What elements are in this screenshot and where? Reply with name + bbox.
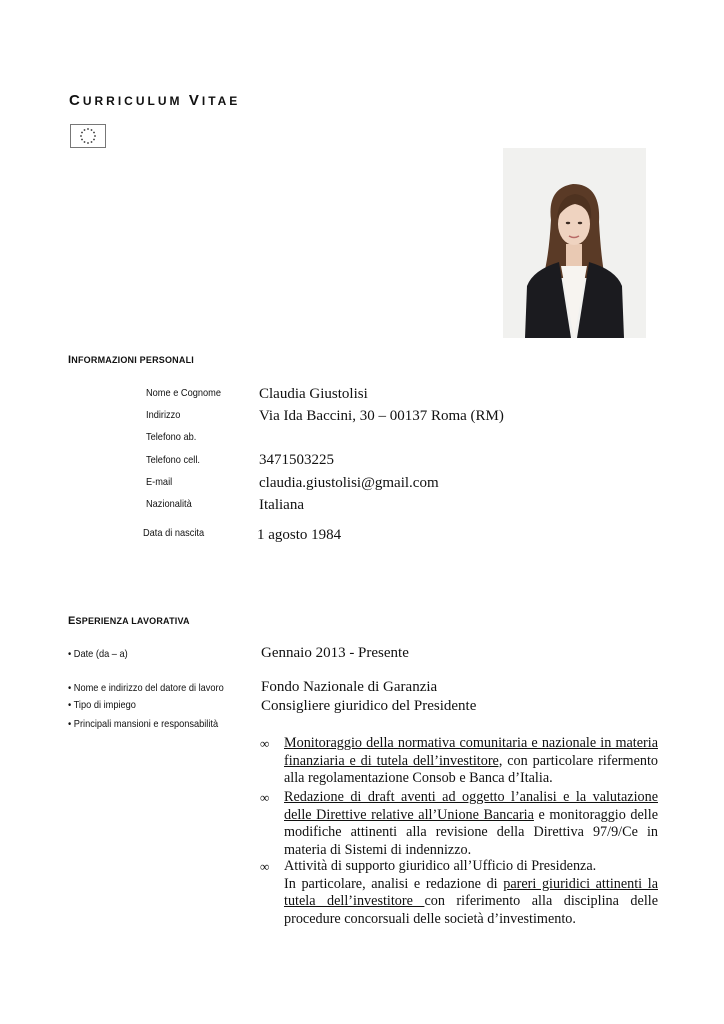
employment-type-value: Consigliere giuridico del Presidente [261, 698, 477, 714]
work-dates-value: Gennaio 2013 - Presente [261, 645, 409, 661]
name-label: Nome e Cognome [146, 387, 221, 399]
section-heading-personal-info: INFORMAZIONI PERSONALI [68, 354, 194, 366]
email-label: E-mail [146, 476, 173, 488]
duty-item: ∞ Monitoraggio della normativa comunitaria e nazionale in materia finanziaria e di tutela dell’investitore, con particolare rifermento alla regolamentazione Consob e Banca d’Italia. [260, 735, 658, 787]
employer-label: • Nome e indirizzo del datore di lavoro [68, 682, 224, 694]
section-heading-work-experience: ESPERIENZA LAVORATIVA [68, 615, 190, 627]
bullet-infinity-icon: ∞ [260, 736, 270, 751]
mobile-label: Telefono cell. [146, 454, 200, 466]
employment-type-label: • Tipo di impiego [68, 699, 136, 711]
nationality-label: Nazionalità [146, 498, 192, 510]
nationality-value: Italiana [259, 497, 304, 513]
phone-label: Telefono ab. [146, 431, 197, 443]
birth-date-value: 1 agosto 1984 [257, 527, 342, 543]
address-label: Indirizzo [146, 409, 181, 421]
name-value: Claudia Giustolisi [259, 386, 368, 402]
work-dates-label: • Date (da – a) [68, 648, 128, 660]
profile-photo [503, 148, 646, 338]
mobile-value: 3471503225 [259, 452, 334, 468]
birth-date-label: Data di nascita [143, 527, 205, 539]
bullet-infinity-icon: ∞ [260, 859, 270, 874]
duties-label: • Principali mansioni e responsabilità [68, 718, 219, 730]
eu-flag-icon [70, 124, 106, 148]
duty-item: ∞ Redazione di draft aventi ad oggetto l’analisi e la valutazione delle Direttive relative all’Unione Bancaria e monitoraggio delle modifiche attinenti alla revisione della Direttiva 97/9/Ce in materia di Sistemi di indennizzo. [260, 789, 658, 858]
employer-value: Fondo Nazionale di Garanzia [261, 679, 438, 695]
address-value: Via Ida Baccini, 30 – 00137 Roma (RM) [259, 408, 504, 424]
cv-title: CURRICULUM VITAE [69, 92, 241, 109]
email-value: claudia.giustolisi@gmail.com [259, 475, 439, 491]
bullet-infinity-icon: ∞ [260, 790, 270, 805]
duty-item: ∞ Attività di supporto giuridico all’Ufficio di Presidenza. In particolare, analisi e redazione di pareri giuridici attinenti la tutela dell’investitore con riferimento alla disciplina delle procedure concorsuali delle società d’investimento. [260, 858, 659, 927]
